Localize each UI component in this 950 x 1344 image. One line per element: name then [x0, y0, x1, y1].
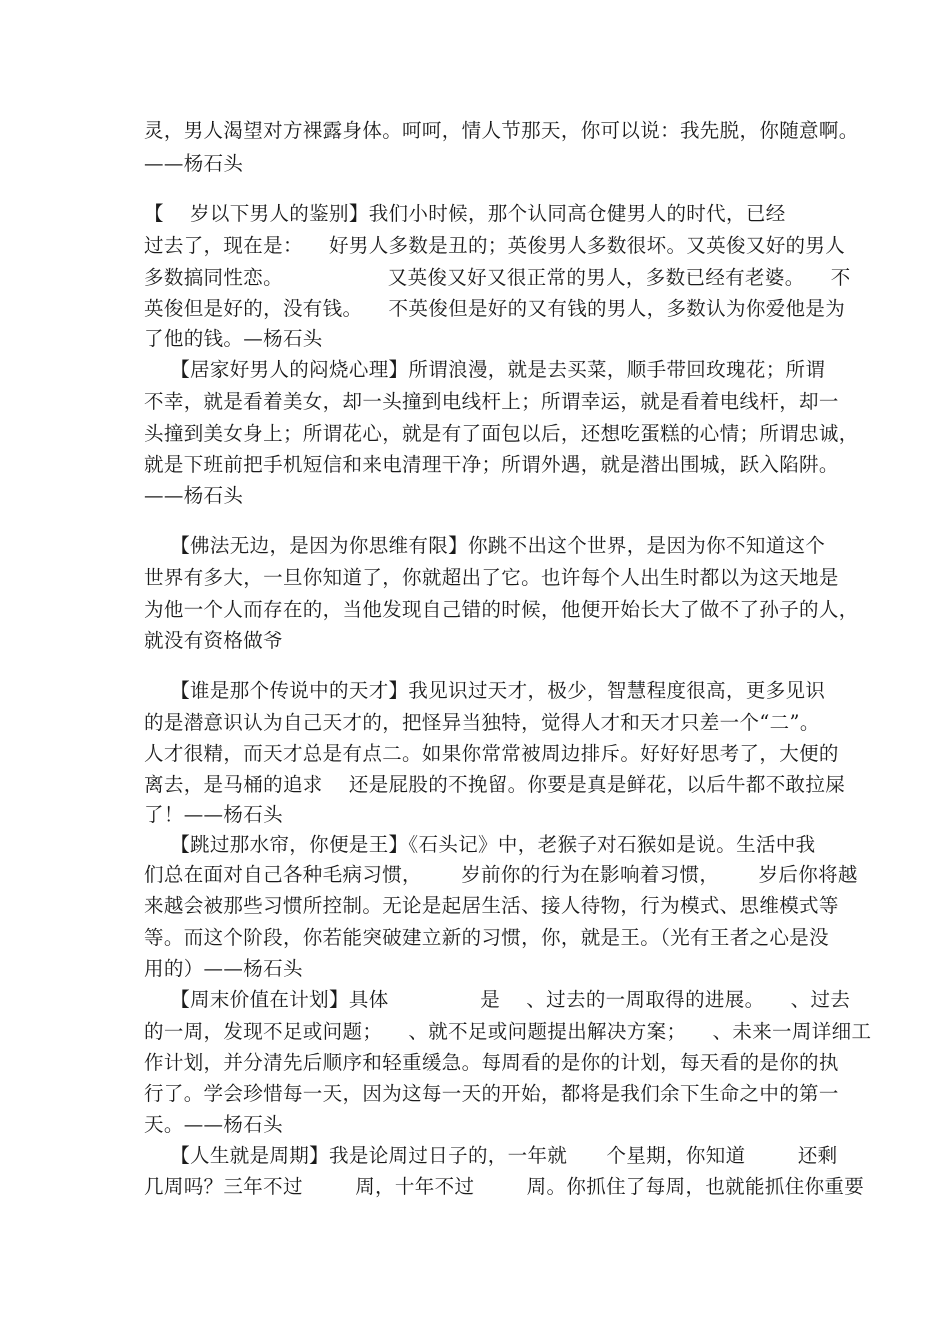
text-line: 的一周，发现不足或问题； 、就不足或问题提出解决方案； 、未来一周详细工 [144, 1020, 872, 1043]
text-line: 作计划，并分清先后顺序和轻重缓急。每周看的是你的计划，每天看的是你的执 [144, 1051, 839, 1074]
text-line: 为他一个人而存在的，当他发现自己错的时候，他便开始长大了做不了孙子的人， [144, 598, 859, 621]
text-line: 【佛法无边，是因为你思维有限】你跳不出这个世界，是因为你不知道这个 [144, 534, 826, 557]
text-line: 就没有资格做爷 [144, 629, 283, 652]
text-line: 【跳过那水帘，你便是王】《石头记》中，老猴子对石猴如是说。生活中我 [144, 833, 816, 856]
text-line: 世界有多大，一旦你知道了，你就超出了它。也许每个人出生时都以为这天地是 [144, 566, 839, 589]
text-line: 【 岁以下男人的鉴别】我们小时候，那个认同高仓健男人的时代，已经 [144, 202, 786, 225]
text-line: 来越会被那些习惯所控制。无论是起居生活、接人待物，行为模式、思维模式等 [144, 894, 839, 917]
text-line: 用的）——杨石头 [144, 957, 303, 980]
text-line: 过去了，现在是： 好男人多数是丑的；英俊男人多数很坏。又英俊又好的男人 [144, 234, 846, 257]
text-line: 等。而这个阶段，你若能突破建立新的习惯，你，就是王。（光有王者之心是没 [144, 926, 830, 949]
text-line: 灵，男人渴望对方裸露身体。呵呵，情人节那天，你可以说：我先脱，你随意啊。 [144, 119, 859, 142]
text-line: 行了。学会珍惜每一天，因为这每一天的开始，都将是我们余下生命之中的第一 [144, 1082, 839, 1105]
text-line: 英俊但是好的，没有钱。 不英俊但是好的又有钱的男人，多数认为你爱他是为 [144, 297, 846, 320]
text-line: 离去，是马桶的追求 还是屁股的不挽留。你要是真是鲜花，以后牛都不敢拉屎 [144, 773, 846, 796]
text-line: 了！——杨石头 [144, 803, 283, 826]
text-line: 【居家好男人的闷烧心理】所谓浪漫，就是去买菜，顺手带回玫瑰花；所谓 [144, 358, 826, 381]
text-line: 【人生就是周期】我是论周过日子的，一年就 个星期，你知道 还剩 [144, 1144, 838, 1167]
text-line: 【谁是那个传说中的天才】我见识过天才，极少，智慧程度很高，更多见识 [144, 679, 826, 702]
text-line: 多数搞同性恋。 又英俊又好又很正常的男人，多数已经有老婆。 不 [144, 266, 851, 289]
text-line: 头撞到美女身上；所谓花心，就是有了面包以后，还想吃蛋糕的心情；所谓忠诚， [144, 422, 859, 445]
text-line: 【周末价值在计划】具体 是 、过去的一周取得的进展。 、过去 [144, 988, 851, 1011]
text-line: ——杨石头 [144, 152, 244, 175]
text-line: 人才很精，而天才总是有点二。如果你常常被周边排斥。好好好思考了，大便的 [144, 742, 839, 765]
text-line: 的是潜意识认为自己天才的，把怪异当独特，觉得人才和天才只差一个“二”。 [144, 711, 820, 734]
text-line: 了他的钱。—杨石头 [144, 327, 323, 350]
text-line: 就是下班前把手机短信和来电清理干净；所谓外遇，就是潜出围城，跃入陷阱。 [144, 453, 839, 476]
text-line: ——杨石头 [144, 484, 244, 507]
text-line: 天。——杨石头 [144, 1113, 283, 1136]
text-line: 几周吗？三年不过 周，十年不过 周。你抓住了每周，也就能抓住你重要 [144, 1175, 865, 1198]
text-line: 们总在面对自己各种毛病习惯， 岁前你的行为在影响着习惯， 岁后你将越 [144, 863, 858, 886]
text-line: 不幸，就是看着美女，却一头撞到电线杆上；所谓幸运，就是看着电线杆，却一 [144, 390, 839, 413]
